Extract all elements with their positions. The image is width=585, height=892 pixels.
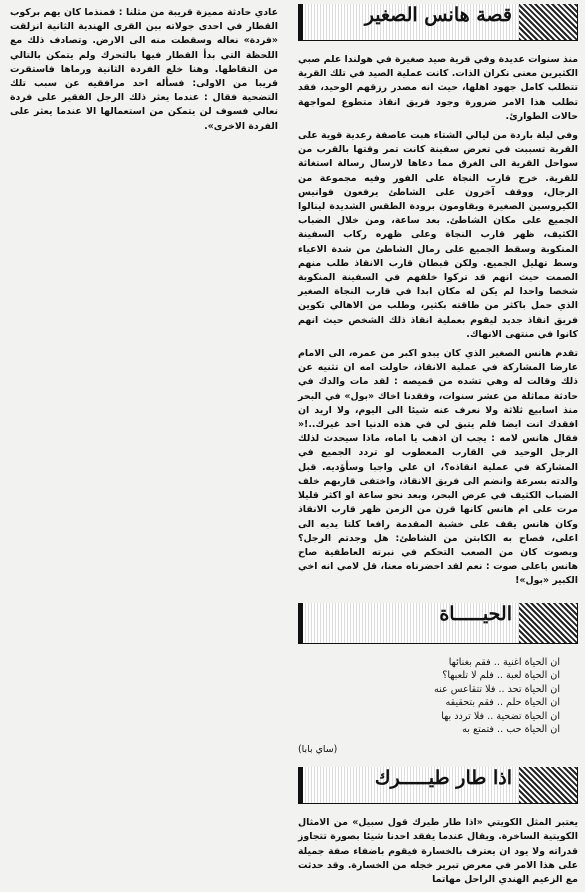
right-column (298, 0, 578, 892)
poem-signature: (ساي بابا) (298, 744, 338, 756)
poem-line: ان الحياة تضحية .. فلا تردد بها (441, 710, 560, 722)
poem-line: ان الحياة اغنية .. فقم بغنائها (448, 656, 560, 668)
section-header-hans (298, 4, 578, 41)
header-decoration (519, 767, 578, 803)
paragraph: وفي ليلة باردة من ليالي الشتاء هبت عاصفة رعدية قوية على القرية تسببت في تعرض سفينة كانت تمر وقتها بالقرب من سواحل القرية الى الغرق مما دعاها لارسال رسالة استغاثة للقرية. خرج قارب النجاة على الفور وفيه مجموعة من الرجال، ووقف آخرون على الشاطئ يرفعون فوانيس الكيروسين الصغيرة ويقاومون برودة الطقس الشديدة لينالوا الجميع على مكان الشاطئ. بعد ساعة، ومن خلال الضباب الكثيف، ظهر قارب النجاة وعلى ظهره ركاب السفينة المنكوبة وسقط الجميع على رمال الشاطئ من شدة الاعياء وسط تهليل الجميع. ولكن قبطان قارب الانقاذ طلب منهم الصمت حيث انهم قد تركوا خلفهم في السفينة المنكوبة شخصا واحدا لم يكن له مكان ابدا في قارب النجاة الصغير الذي حمل باكثر من طاقته بكثير، وطلب من الاهالي تكوين فريق انقاذ جديد ليقوم بعملية انقاذ ذلك الشخص حيث انهم كانوا في منتهى الانهاك. (298, 130, 578, 340)
section-title-life: الحيـــــاة (439, 602, 512, 625)
poem-line: ان الحياة تحد .. فلا تتقاعس عنه (433, 683, 560, 695)
paragraph: تقدم هانس الصغير الذي كان يبدو اكبر من عمره، الى الامام عارضا المشاركة في عملية الانقاذ، حاولت امه ان تثنيه عن ذلك وقالت له وهي تشده من قميصه : لقد مات والدك في حادثة مماثلة من عشر سنوات، وفقدنا اخاك «بول» في البحر منذ اسابيع ثلاثة ولا نعرف عنه شيئا الى اليوم، ولا اريد ان افقدك انت ايضا فلم يتبق لي في هذه الدنيا احد غيرك..!« فقال هانس لامه : يجب ان اذهب يا اماه، ماذا سيحدث لذلك الرجل الوحيد في القارب المعطوب لو تردد الجميع في المشاركة في عملية انقاذه؟، ان علي واجبا وسأؤديه. قبل والدته بسرعة وانضم الى فريق الانقاذ، واختفى قاربهم خلف الضباب الكثيف في عرض البحر، وبعد نحو ساعة او اكثر قليلا مرت على ام هانس كانها قرن من الزمن ظهر قارب الانقاذ وكان هانس يقف على خشبة المقدمة رافعا كلتا يديه الى اعلى، فصاح به الكابتن من الشاطئ: هل وجدتم الرجل؟ وبصوت كان من الصعب التحكم في نبرته العاطفية صاح هانس باعلى صوت : نعم لقد احضرناه معنا، قل لامي انه اخي الكبير «بول»! (298, 348, 578, 587)
left-column (10, 6, 278, 139)
header-decoration (519, 603, 578, 643)
poem (298, 656, 560, 738)
paragraph: يعتبر المثل الكويتي «اذا طار طيرك قول سبيل» من الامثال الكويتية الساخرة. ويقال عندما يفقد احدنا شيئا بصورة تتجاوز قدراته ولا يود ان يعترف بالخسارة فيقوم باضفاء صفة جميلة على هذا الامر في معرض تبرير خجله من الخسارة. وقد حدثت مع الزعيم الهندي الراحل مهاتما (298, 817, 578, 886)
section-header-bird (298, 767, 578, 804)
section-title-bird: اذا طار طيـــــرك (374, 767, 512, 790)
section-title-hans: قصة هانس الصغير (364, 4, 512, 26)
paragraph: منذ سنوات عديدة وفي قرية صيد صغيرة في هولندا علم صبي الكثيرين معنى نكران الذات. كانت عملية الصيد في تلك القرية تتطلب كامل جهود اهلها، حيث انه مصدر رزقهم الوحيد، فقد تطلب هذا الامر ضرورة وجود فريق انقاذ متطوع لمواجهة حالات الطوارئ. (298, 54, 578, 122)
left-column-text: عادي حادثة مميزة قريبة من مثلنا : فمنذما كان يهم بركوب القطار في احدى جولاته بين القرى الهندية الثانية انزلقت «فردة» نعاله وسقطت منه الى الارض. وتصادف ذلك مع اللحظة التي بدأ القطار فيها بالتحرك ولم يتمكن بالتالي من التقاطها. وهنا خلع الفردة الثانية ورماها فاستقرت قريبا من الاولى: فسأله احد مرافقيه عن سبب تلك التضحية فقال : عندما يعثر ذلك الرجل الفقير على فردة نعالي فسوف لن يتمكن من استعمالها الا عندما يعثر على الفردة الاخرى». (10, 7, 278, 132)
poem-line: ان الحياة حب .. فتمتع به (462, 724, 560, 736)
poem-line: ان الحياة لعبة .. فلم لا تلعبها؟ (442, 670, 560, 682)
poem-line: ان الحياة حلم .. فقم بتحقيقه (445, 697, 560, 709)
header-decoration (519, 4, 578, 40)
section-header-life (298, 603, 578, 644)
